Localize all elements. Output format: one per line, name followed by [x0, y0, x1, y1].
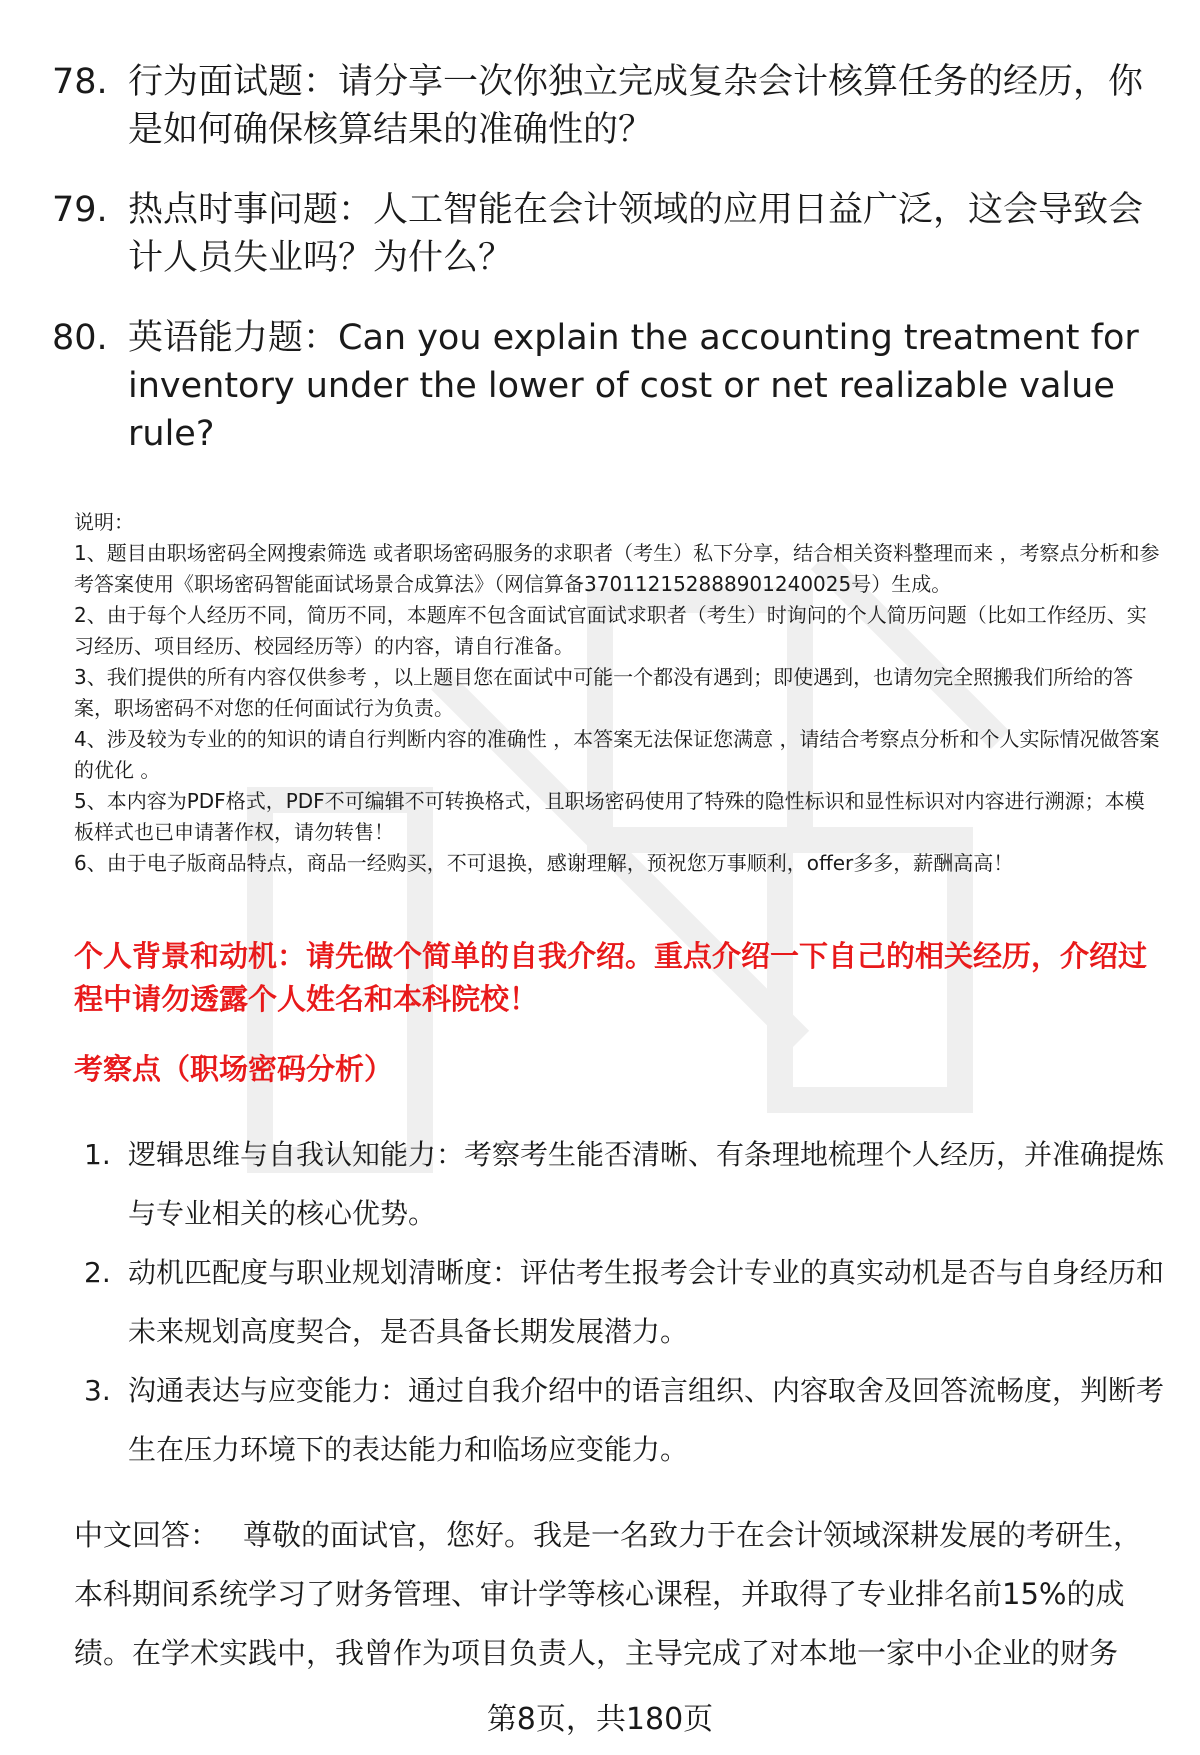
section-heading: 个人背景和动机：请先做个简单的自我介绍。重点介绍一下自己的相关经历，介绍过程中请勿透露个人姓名和本科院校！: [74, 939, 1148, 1016]
question-text: 英语能力题：Can you explain the accounting treatment for inventory under the lower of cost or net realizable value rule?: [128, 318, 1139, 454]
note-item-3: 3、我们提供的所有内容仅供参考 ，以上题目您在面试中可能一个都没有遇到；即使遇到，也请勿完全照搬我们所给的答案，职场密码不对您的任何面试行为负责。: [74, 665, 1134, 720]
point-number: 2.: [84, 1256, 111, 1289]
question-number: 78.: [52, 62, 108, 102]
note-item-4: 4、涉及较为专业的的知识的请自行判断内容的准确性 ，本答案无法保证您满意 ，请结合考察点分析和个人实际情况做答案的优化 。: [74, 727, 1160, 782]
answer-text: 尊敬的面试官，您好。我是一名致力于在会计领域深耕发展的考研生，本科期间系统学习了财务管理、审计学等核心课程，并取得了专业排名前15%的成绩。在学术实践中，我曾作为项目负责人，主导完成了对本地一家中小企业的财务: [74, 1518, 1143, 1670]
assessment-point-3: [84, 1361, 1164, 1479]
assessment-point-2: [84, 1243, 1164, 1361]
question-list: [52, 58, 1162, 490]
assessment-point-1: [84, 1125, 1164, 1243]
question-item-80: [52, 314, 1162, 458]
notes-section: [74, 507, 1164, 879]
chinese-answer: [74, 1506, 1166, 1683]
question-item-79: [52, 186, 1162, 282]
question-text: 行为面试题：请分享一次你独立完成复杂会计核算任务的经历，你是如何确保核算结果的准确性的？: [128, 62, 1144, 150]
point-text: 逻辑思维与自我认知能力：考察考生能否清晰、有条理地梳理个人经历，并准确提炼与专业相关的核心优势。: [128, 1138, 1165, 1230]
question-item-78: [52, 58, 1162, 154]
page-footer: 第8页，共180页: [486, 1702, 714, 1737]
note-item-5: 5、本内容为PDF格式，PDF不可编辑不可转换格式，且职场密码使用了特殊的隐性标识和显性标识对内容进行溯源；本模板样式也已申请著作权，请勿转售！: [74, 789, 1145, 844]
answer-label: 中文回答：: [74, 1518, 220, 1552]
notes-title: 说明：: [74, 510, 134, 534]
note-item-2: 2、由于每个人经历不同，简历不同，本题库不包含面试官面试求职者（考生）时询问的个人简历问题（比如工作经历、实习经历、项目经历、校园经历等）的内容，请自行准备。: [74, 603, 1147, 658]
question-text: 热点时事问题：人工智能在会计领域的应用日益广泛，这会导致会计人员失业吗？为什么？: [128, 190, 1144, 278]
question-number: 80.: [52, 318, 108, 358]
assessment-points-heading: 考察点（职场密码分析）: [74, 1052, 394, 1086]
point-text: 沟通表达与应变能力：通过自我介绍中的语言组织、内容取舍及回答流畅度，判断考生在压力环境下的表达能力和临场应变能力。: [128, 1374, 1165, 1466]
point-number: 3.: [84, 1374, 111, 1407]
note-item-1: 1、题目由职场密码全网搜索筛选 或者职场密码服务的求职者（考生）私下分享，结合相关资料整理而来 ，考察点分析和参考答案使用《职场密码智能面试场景合成算法》（网信算备370112152888901240025号）生成。: [74, 541, 1160, 596]
question-number: 79.: [52, 190, 108, 230]
assessment-points-list: [84, 1125, 1164, 1479]
note-item-6: 6、由于电子版商品特点，商品一经购买，不可退换，感谢理解，预祝您万事顺利，offer多多，薪酬高高！: [74, 851, 1014, 875]
point-number: 1.: [84, 1138, 111, 1171]
point-text: 动机匹配度与职业规划清晰度：评估考生报考会计专业的真实动机是否与自身经历和未来规划高度契合，是否具备长期发展潜力。: [128, 1256, 1165, 1348]
